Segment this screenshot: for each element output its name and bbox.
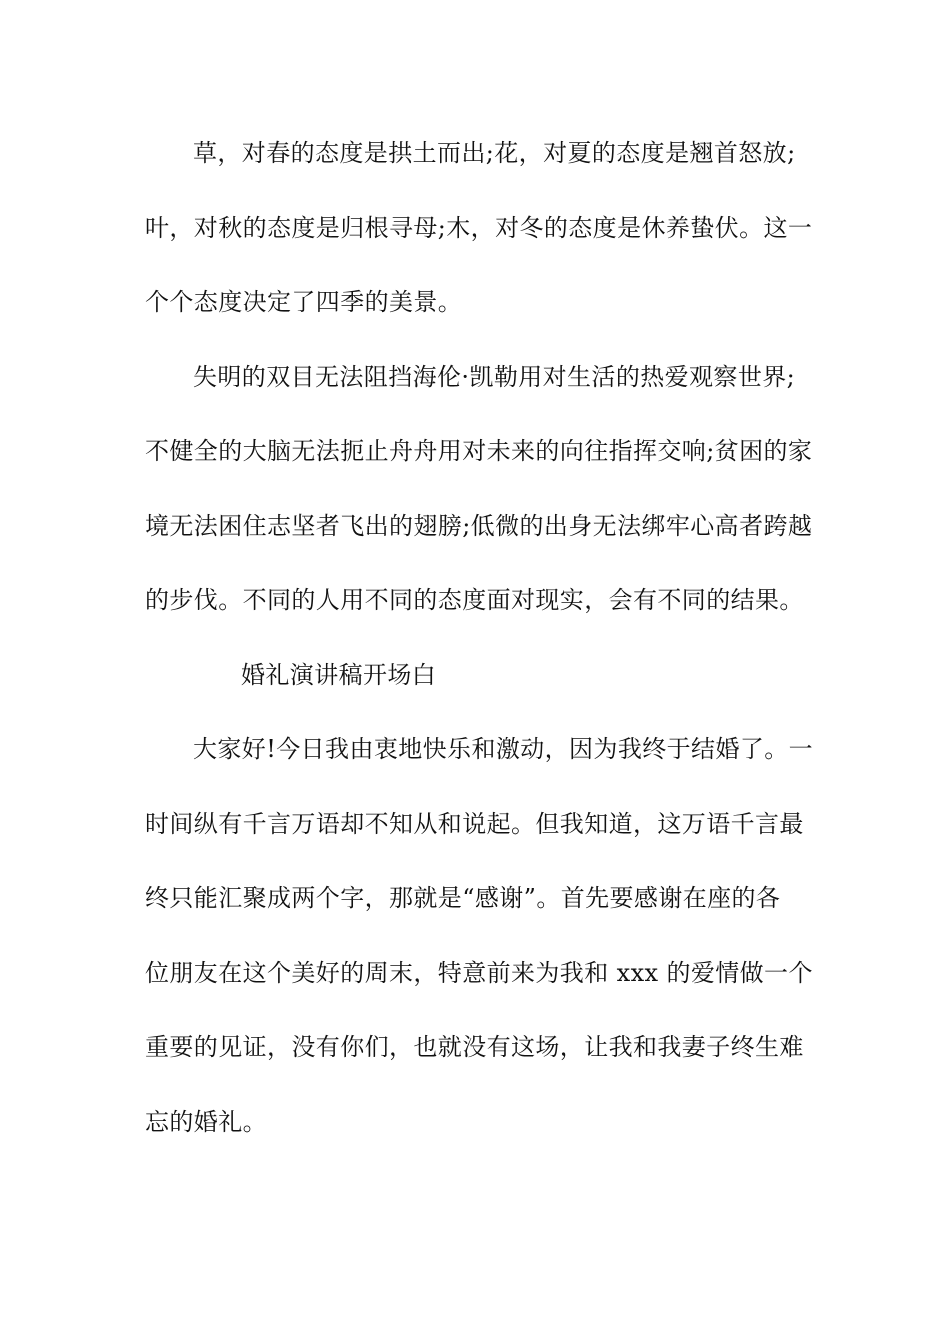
paragraph-line: 叶，对秋的态度是归根寻母;木，对冬的态度是休养蛰伏。这一: [145, 214, 813, 242]
section-title: 婚礼演讲稿开场白: [241, 661, 437, 689]
paragraph-line: 境无法困住志坚者飞出的翅膀;低微的出身无法绑牢心高者跨越: [145, 512, 813, 540]
paragraph-line: 重要的见证，没有你们，也就没有这场，让我和我妻子终生难: [145, 1033, 804, 1061]
paragraph-line: 草，对春的态度是拱土而出;花，对夏的态度是翘首怒放;: [193, 139, 796, 167]
paragraph-line: 个个态度决定了四季的美景。: [145, 288, 463, 316]
paragraph-line: 大家好!今日我由衷地快乐和激动，因为我终于结婚了。一: [193, 735, 814, 763]
paragraph-line: 不健全的大脑无法扼止舟舟用对未来的向往指挥交响;贫困的家: [145, 437, 813, 465]
paragraph-line: 位朋友在这个美好的周末，特意前来为我和 xxx 的爱情做一个: [145, 959, 813, 987]
paragraph-line: 时间纵有千言万语却不知从和说起。但我知道，这万语千言最: [145, 810, 804, 838]
paragraph-line: 的步伐。不同的人用不同的态度面对现实，会有不同的结果。: [145, 586, 804, 614]
paragraph-line: 终只能汇聚成两个字，那就是“感谢”。首先要感谢在座的各: [145, 884, 781, 912]
paragraph-line: 忘的婚礼。: [145, 1108, 267, 1136]
paragraph-line: 失明的双目无法阻挡海伦·凯勒用对生活的热爱观察世界;: [193, 363, 796, 391]
